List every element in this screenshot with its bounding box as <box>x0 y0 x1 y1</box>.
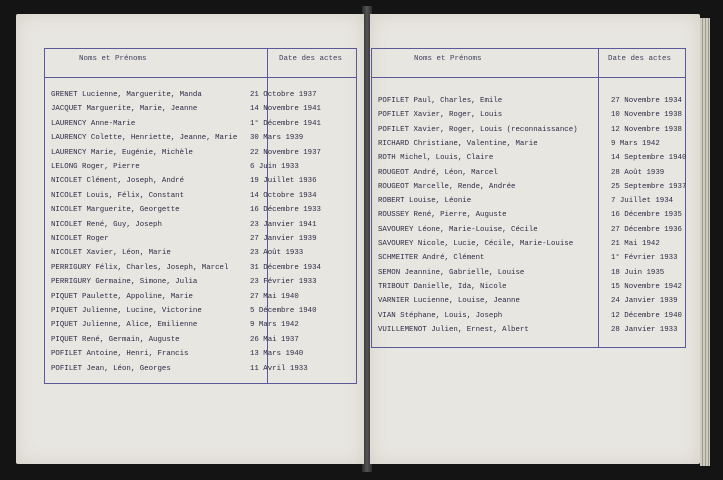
entry-date: 19 Juillet 1936 <box>250 177 317 186</box>
table-row <box>45 293 356 305</box>
entry-name: NICOLET Marguerite, Georgette <box>51 206 180 215</box>
entry-date: 13 Mars 1940 <box>250 350 304 359</box>
entry-name: POFILET Paul, Charles, Emile <box>378 97 503 105</box>
entry-date: 1° Décembre 1941 <box>250 119 321 128</box>
entry-date: 1° Février 1933 <box>611 254 678 263</box>
entry-name: SAVOUREY Nicole, Lucie, Cécile, Marie-Louise <box>378 240 574 248</box>
entry-name: ROTH Michel, Louis, Claire <box>378 154 494 163</box>
entry-name: ROUGEOT André, Léon, Marcel <box>378 168 498 177</box>
entry-date: 28 Août 1939 <box>611 168 665 177</box>
entry-name: POFILET Jean, Léon, Georges <box>51 364 171 373</box>
entry-date: 18 Juin 1935 <box>611 268 665 277</box>
entry-name: VARNIER Lucienne, Louise, Jeanne <box>378 297 520 306</box>
entry-name: TRIBOUT Danielle, Ida, Nicole <box>378 282 507 291</box>
entry-name: SEMON Jeannine, Gabrielle, Louise <box>378 268 525 277</box>
table-row <box>45 105 356 117</box>
dates-column-header: Date des actes <box>279 55 343 63</box>
table-row <box>372 269 685 281</box>
entry-name: PIQUET Julienne, Alice, Emilienne <box>51 321 198 330</box>
table-row <box>372 154 685 166</box>
entry-name: POFILET Xavier, Roger, Louis <box>378 111 503 120</box>
entry-date: 15 Novembre 1942 <box>611 282 682 291</box>
entry-date: 27 Mai 1940 <box>250 292 299 301</box>
entry-date: 25 Septembre 1937 <box>611 182 687 191</box>
table-row <box>45 307 356 319</box>
page-edges <box>700 18 710 466</box>
entry-date: 6 Juin 1933 <box>250 163 299 171</box>
entry-name: PERRIGURY Germaine, Simone, Julia <box>51 278 198 287</box>
entry-date: 14 Octobre 1934 <box>250 191 317 200</box>
table-row <box>45 91 356 103</box>
entry-date: 7 Juillet 1934 <box>611 197 674 206</box>
entry-name: NICOLET Xavier, Léon, Marie <box>51 249 171 258</box>
names-column-header: Noms et Prénoms <box>414 55 482 63</box>
entry-name: POFILET Xavier, Roger, Louis (reconnaissance) <box>378 125 578 134</box>
entry-date: 30 Mars 1939 <box>250 134 304 143</box>
entry-date: 27 Novembre 1934 <box>611 97 682 105</box>
entry-date: 21 Mai 1942 <box>611 240 660 248</box>
entry-date: 12 Novembre 1938 <box>611 125 682 134</box>
table-row <box>372 140 685 152</box>
entry-name: ROBERT Louise, Léonie <box>378 197 472 206</box>
entry-date: 16 Décembre 1933 <box>250 206 321 215</box>
table-row <box>45 221 356 233</box>
entry-date: 23 Août 1933 <box>250 249 304 258</box>
table-row <box>372 283 685 295</box>
entry-date: 16 Décembre 1935 <box>611 211 682 220</box>
table-row <box>45 350 356 362</box>
entry-name: JACQUET Marguerite, Marie, Jeanne <box>51 105 198 114</box>
entry-name: PERRIGURY Félix, Charles, Joseph, Marcel <box>51 263 229 272</box>
entry-name: ROUSSEY René, Pierre, Auguste <box>378 211 507 220</box>
entry-name: VUILLEMENOT Julien, Ernest, Albert <box>378 325 529 334</box>
table-row <box>45 365 356 377</box>
table-row <box>372 197 685 209</box>
table-row <box>45 149 356 161</box>
table-row <box>45 235 356 247</box>
entry-date: 23 Février 1933 <box>250 278 317 287</box>
entry-date: 11 Avril 1933 <box>250 364 308 373</box>
entry-date: 21 Octobre 1937 <box>250 91 317 99</box>
table-row <box>372 254 685 266</box>
entry-name: PIQUET René, Germain, Auguste <box>51 335 180 344</box>
entry-date: 26 Mai 1937 <box>250 335 299 344</box>
names-column-header: Noms et Prénoms <box>79 55 147 63</box>
table-row <box>45 134 356 146</box>
entry-name: POFILET Antoine, Henri, Francis <box>51 350 189 359</box>
entry-date: 12 Décembre 1940 <box>611 311 682 320</box>
entry-name: SAVOUREY Léone, Marie-Louise, Cécile <box>378 225 538 234</box>
table-row <box>45 336 356 348</box>
dates-column-header: Date des actes <box>608 55 672 63</box>
entry-date: 28 Janvier 1933 <box>611 325 678 334</box>
entry-date: 14 Septembre 1940 <box>611 154 687 163</box>
entry-name: NICOLET Clément, Joseph, André <box>51 177 185 186</box>
entry-date: 22 Novembre 1937 <box>250 148 321 157</box>
entry-name: RICHARD Christiane, Valentine, Marie <box>378 139 538 148</box>
entry-name: NICOLET Roger <box>51 235 109 243</box>
table-row <box>372 169 685 181</box>
table-row <box>45 264 356 276</box>
entry-date: 27 Décembre 1936 <box>611 225 682 234</box>
entry-name: GRENET Lucienne, Marguerite, Manda <box>51 91 202 99</box>
table-row <box>45 177 356 189</box>
entry-date: 5 Décembre 1940 <box>250 307 317 315</box>
table-row <box>45 321 356 333</box>
table-row <box>372 211 685 223</box>
table-row <box>372 312 685 324</box>
table-row <box>372 97 685 109</box>
entry-date: 27 Janvier 1939 <box>250 235 317 243</box>
entry-name: VIAN Stéphane, Louis, Joseph <box>378 311 503 320</box>
table-row <box>372 226 685 238</box>
entry-date: 23 Janvier 1941 <box>250 220 317 229</box>
table-row <box>372 183 685 195</box>
entry-date: 24 Janvier 1939 <box>611 297 678 306</box>
table-row <box>45 249 356 261</box>
table-row <box>45 192 356 204</box>
entry-name: PIQUET Julienne, Lucine, Victorine <box>51 307 202 315</box>
entry-name: NICOLET René, Guy, Joseph <box>51 220 162 229</box>
header-rule <box>45 77 356 78</box>
entry-name: LELONG Roger, Pierre <box>51 163 140 171</box>
entry-date: 10 Novembre 1938 <box>611 111 682 120</box>
entry-name: NICOLET Louis, Félix, Constant <box>51 191 185 200</box>
table-row <box>372 126 685 138</box>
entry-date: 14 Novembre 1941 <box>250 105 321 114</box>
entry-date: 9 Mars 1942 <box>250 321 299 330</box>
entry-name: ROUGEOT Marcelle, Rende, Andrée <box>378 182 516 191</box>
entry-date: 9 Mars 1942 <box>611 139 660 148</box>
entry-name: PIQUET Paulette, Appoline, Marie <box>51 292 193 301</box>
table-row <box>372 326 685 338</box>
table-row <box>45 163 356 175</box>
left-register-table <box>44 48 357 384</box>
table-row <box>45 120 356 132</box>
entry-name: LAURENCY Marie, Eugénie, Michèle <box>51 148 193 157</box>
table-row <box>45 206 356 218</box>
table-row <box>372 111 685 123</box>
header-rule <box>372 77 685 78</box>
entry-name: LAURENCY Colette, Henriette, Jeanne, Marie <box>51 134 238 143</box>
table-row <box>372 240 685 252</box>
right-register-table <box>371 48 686 348</box>
entry-date: 31 Décembre 1934 <box>250 263 321 272</box>
table-row <box>372 297 685 309</box>
entry-name: LAURENCY Anne-Marie <box>51 119 136 128</box>
table-row <box>45 278 356 290</box>
entry-name: SCHMEITER André, Clément <box>378 254 485 263</box>
